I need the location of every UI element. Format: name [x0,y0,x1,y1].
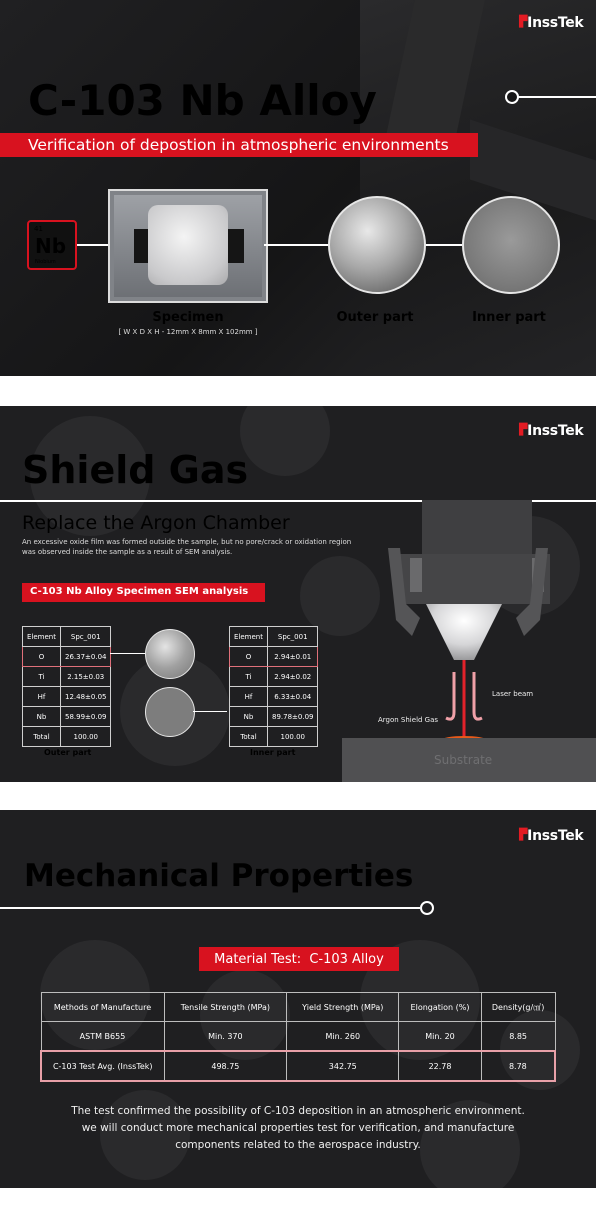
title-underline [0,907,420,909]
shield-gas-flow-left [446,672,454,719]
inner-table-caption: Inner part [250,748,296,757]
substrate-label: Substrate [434,753,493,767]
argon-gas-label: Argon Shield Gas [378,716,439,724]
outer-inner-connector [424,244,462,246]
table-header: Element [230,627,268,647]
table-header-row [41,993,555,1022]
element-tile-niobium [27,220,77,270]
table-cell: 2.94±0.01 [267,647,318,667]
table-header: Elongation (%) [399,993,481,1022]
specimen-label: Specimen [152,310,224,325]
shield-gas-flow-right [474,672,482,719]
specimen-photo-frame [108,189,268,303]
inner-part-label: Inner part [472,310,546,325]
table-cell: 8.85 [481,1022,555,1052]
table-header: Spc_001 [60,627,111,647]
table-row [230,687,318,707]
page-title: Mechanical Properties [24,858,414,894]
section-subtitle: Replace the Argon Chamber [22,512,290,534]
table-header: Element [23,627,61,647]
mechanical-properties-table [40,992,556,1082]
table-cell: 2.15±0.03 [60,667,111,687]
table-cell: Hf [23,687,61,707]
table-cell: 89.78±0.09 [267,707,318,727]
inner-connector [193,711,227,712]
conclusion-line: The test confirmed the possibility of C-103 deposition in an atmospheric environment. [71,1105,525,1117]
table-cell: 22.78 [399,1051,481,1081]
table-cell: 12.48±0.05 [60,687,111,707]
table-row [23,727,111,747]
table-row [230,667,318,687]
conclusion-text [40,1103,556,1154]
table-row [23,687,111,707]
outer-part-image [328,196,426,294]
table-cell: C-103 Test Avg. (InssTek) [41,1051,164,1081]
table-cell: O [23,647,61,667]
inner-part-image [462,196,560,294]
outer-table-caption: Outer part [44,748,92,757]
table-header: Tensile Strength (MPa) [164,993,287,1022]
analysis-description: An excessive oxide film was formed outside the sample, but no pore/crack or oxidation region was observed inside the sample as a result of SEM analysis. [22,538,352,556]
table-header: Methods of Manufacture [41,993,164,1022]
page-title: Shield Gas [22,448,249,492]
table-cell: Hf [230,687,268,707]
table-cell: Min. 370 [164,1022,287,1052]
nozzle-diagram [340,500,596,782]
bg-bubble [240,406,330,476]
conclusion-line: we will conduct more mechanical properties test for verification, and manufacture [81,1122,515,1134]
table-cell: 100.00 [267,727,318,747]
subtitle-text: Verification of depostion in atmospheric environments [28,136,449,154]
nozzle-body [422,500,532,554]
table-header: Yield Strength (MPa) [287,993,399,1022]
table-cell: 2.94±0.02 [267,667,318,687]
page-title: C-103 Nb Alloy [28,76,377,125]
table-cell: 342.75 [287,1051,399,1081]
table-row [41,1022,555,1052]
table-cell: O [230,647,268,667]
sem-inner-image [145,687,195,737]
title-line [516,96,596,98]
logo: ▛InssTek [519,15,584,31]
table-header: Spc_001 [267,627,318,647]
outer-part-label: Outer part [336,310,414,325]
table-cell: 8.78 [481,1051,555,1081]
inner-part-table [229,626,318,747]
element-connector [73,244,109,246]
table-cell: Total [23,727,61,747]
table-cell: Min. 20 [399,1022,481,1052]
nozzle-side-left [410,558,422,592]
nozzle-tip [426,604,502,660]
outer-part-table [22,626,111,747]
table-row [230,727,318,747]
table-row [230,647,318,667]
laser-beam-label: Laser beam [492,690,534,698]
table-cell: Total [230,727,268,747]
sem-outer-image [145,629,195,679]
table-cell: Ti [23,667,61,687]
table-cell: 6.33±0.04 [267,687,318,707]
analysis-banner-text: C-103 Nb Alloy Specimen SEM analysis [30,586,249,597]
specimen-connector [264,244,328,246]
atomic-number: 41 [34,225,43,233]
table-cell: 58.99±0.09 [60,707,111,727]
table-row-highlighted [41,1051,555,1081]
specimen-block [148,205,228,285]
material-test-text: Material Test: C-103 Alloy [214,952,384,967]
logo: ▛InssTek [519,423,584,439]
title-underline-marker [420,901,434,915]
table-cell: Min. 260 [287,1022,399,1052]
table-cell: 26.37±0.04 [60,647,111,667]
logo: ▛InssTek [519,828,584,844]
element-symbol: Nb [35,234,67,258]
table-row [23,707,111,727]
table-cell: Ti [230,667,268,687]
conclusion-line: components related to the aerospace industry. [175,1139,421,1151]
table-cell: Nb [23,707,61,727]
table-row [23,647,111,667]
outer-connector [110,653,146,654]
table-header: Density(g/㎤) [481,993,555,1022]
title-line-marker [505,90,519,104]
nozzle-housing [400,554,550,604]
table-cell: Nb [230,707,268,727]
table-row [23,667,111,687]
table-cell: 100.00 [60,727,111,747]
table-row [230,707,318,727]
element-name: Niobium [35,259,56,265]
specimen-dimensions: [ W X D X H - 12mm X 8mm X 102mm ] [118,328,258,336]
table-cell: ASTM B655 [41,1022,164,1052]
table-cell: 498.75 [164,1051,287,1081]
